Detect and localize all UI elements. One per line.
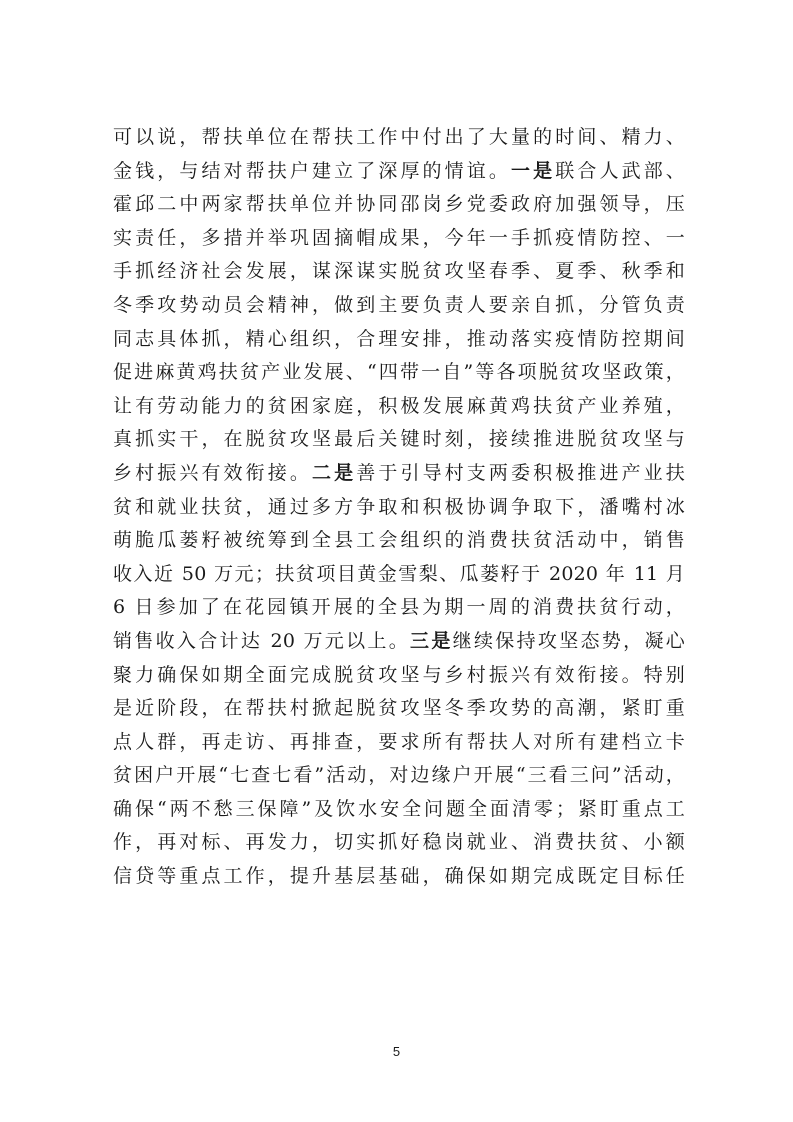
text-line xyxy=(113,323,685,357)
text-segment: 实责任，多措并举巩固摘帽成果，今年一手抓疫情防控、一 xyxy=(113,226,685,249)
text-segment: 点人群，再走访、再排查，要求所有帮扶人对所有建档立卡 xyxy=(113,730,685,753)
text-segment: 乡村振兴有效衔接。 xyxy=(113,461,312,484)
text-segment: 确保“两不愁三保障”及饮水安全问题全面清零；紧盯重点工 xyxy=(113,797,685,820)
text-segment: 信贷等重点工作，提升基层基础，确保如期完成既定目标任 xyxy=(113,865,685,888)
text-segment: 6 日参加了在花园镇开展的全县为期一周的消费扶贫行动， xyxy=(113,596,685,619)
text-line xyxy=(113,423,685,457)
text-line xyxy=(113,188,685,222)
text-line xyxy=(113,793,685,827)
text-line xyxy=(113,524,685,558)
text-segment: 手抓经济社会发展，谋深谋实脱贫攻坚春季、夏季、秋季和 xyxy=(113,260,685,283)
text-line xyxy=(113,289,685,323)
text-line xyxy=(113,457,685,491)
text-segment: 冬季攻势动员会精神，做到主要负责人要亲自抓，分管负责 xyxy=(113,293,685,316)
text-segment: 是近阶段，在帮扶村掀起脱贫攻坚冬季攻势的高潮，紧盯重 xyxy=(113,697,685,720)
text-line xyxy=(113,222,685,256)
text-line xyxy=(113,356,685,390)
text-segment: 善于引导村支两委积极推进产业扶 xyxy=(356,461,685,484)
text-segment: 贫困户开展“七查七看”活动，对边缘户开展“三看三问”活动， xyxy=(113,764,685,787)
bold-marker: 三是 xyxy=(410,629,453,652)
bold-marker: 二是 xyxy=(312,461,357,484)
text-segment: 让有劳动能力的贫困家庭，积极发展麻黄鸡扶贫产业养殖， xyxy=(113,394,685,417)
text-line xyxy=(113,759,685,793)
text-line xyxy=(113,491,685,525)
bold-marker: 一是 xyxy=(511,159,556,182)
text-line xyxy=(113,826,685,860)
text-line xyxy=(113,121,685,155)
text-line xyxy=(113,860,685,894)
text-line xyxy=(113,558,685,592)
page-number: 5 xyxy=(392,1044,401,1059)
text-line xyxy=(113,692,685,726)
text-line xyxy=(113,625,685,659)
text-segment: 同志具体抓，精心组织，合理安排，推动落实疫情防控期间 xyxy=(113,327,685,350)
text-segment: 贫和就业扶贫，通过多方争取和积极协调争取下，潘嘴村冰 xyxy=(113,495,685,518)
text-line xyxy=(113,659,685,693)
text-segment: 促进麻黄鸡扶贫产业发展、“四带一自”等各项脱贫攻坚政策， xyxy=(113,361,685,384)
text-line xyxy=(113,390,685,424)
text-segment: 继续保持攻坚态势，凝心 xyxy=(452,629,685,652)
body-paragraph xyxy=(113,121,685,894)
text-segment: 销售收入合计达 20 万元以上。 xyxy=(113,629,411,652)
text-line xyxy=(113,591,685,625)
text-segment: 收入近 50 万元；扶贫项目黄金雪梨、瓜蒌籽于 2020 年 11 月 xyxy=(113,562,685,585)
text-segment: 聚力确保如期全面完成脱贫攻坚与乡村振兴有效衔接。特别 xyxy=(113,663,685,686)
text-segment: 作，再对标、再发力，切实抓好稳岗就业、消费扶贫、小额 xyxy=(113,831,685,854)
text-segment: 萌脆瓜蒌籽被统筹到全县工会组织的消费扶贫活动中，销售 xyxy=(113,529,685,552)
text-line xyxy=(113,255,685,289)
text-segment: 霍邱二中两家帮扶单位并协同邵岗乡党委政府加强领导，压 xyxy=(113,193,685,216)
text-segment: 真抓实干，在脱贫攻坚最后关键时刻，接续推进脱贫攻坚与 xyxy=(113,428,685,451)
text-line xyxy=(113,726,685,760)
text-segment: 金钱，与结对帮扶户建立了深厚的情谊。 xyxy=(113,159,512,182)
text-segment: 联合人武部、 xyxy=(555,159,686,182)
text-segment: 可以说，帮扶单位在帮扶工作中付出了大量的时间、精力、 xyxy=(113,126,685,148)
text-line xyxy=(113,155,685,189)
